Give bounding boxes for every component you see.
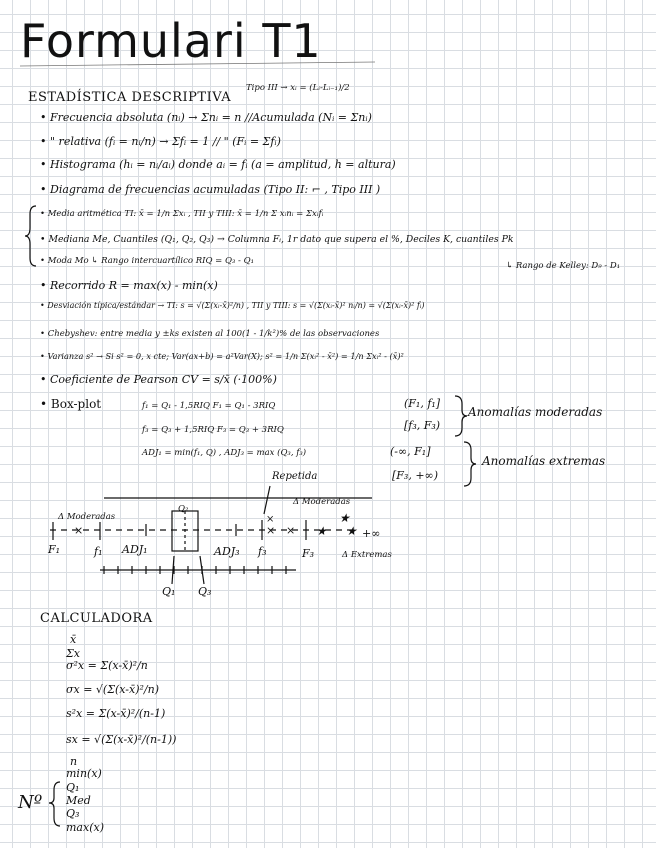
- outlier-marker: ×: [266, 524, 276, 537]
- list-item: s²x = Σ(x-x̄)²/(n-1): [66, 707, 166, 720]
- list-item: min(x): [66, 767, 102, 780]
- list-item: σ²x = Σ(x-x̄)²/n: [66, 659, 148, 672]
- boxplot-f3: f₃ = Q₃ + 1,5RIQ F₃ = Q₃ + 3RIQ: [142, 425, 284, 435]
- q3-label: Q₃: [198, 585, 212, 598]
- list-item: σx = √(Σ(x-x̄)²/n): [66, 683, 160, 696]
- extreme-marker: ★: [316, 524, 327, 538]
- list-item: • Recorrido R = max(x) - min(x): [40, 279, 218, 292]
- adj3-label: ADJ₃: [214, 545, 240, 558]
- f3-label: f₃: [258, 545, 267, 558]
- list-item: n: [70, 755, 78, 768]
- list-item: • Chebyshev: entre media y ±ks existen al 100(1 - 1/k²)% de las observaciones: [40, 329, 380, 339]
- F3-label: F₃: [302, 547, 315, 560]
- list-item: Med: [66, 794, 91, 807]
- list-item: Q₃: [66, 807, 80, 820]
- list-item: max(x): [66, 821, 104, 834]
- kelley-note: ↳ Rango de Kelley: D₉ - D₁: [506, 261, 621, 271]
- q1-label: Q₁: [162, 585, 176, 598]
- outlier-marker: ×: [286, 524, 296, 537]
- boxplot-f1: f₁ = Q₁ - 1,5RIQ F₁ = Q₁ - 3RIQ: [142, 401, 276, 411]
- moderadas-top-label: Δ Moderadas: [293, 497, 351, 507]
- list-item: x̄: [70, 633, 77, 646]
- list-item: • Frecuencia absoluta (nᵢ) → Σnᵢ = n //Acumulada (Nᵢ = Σnᵢ): [40, 111, 372, 124]
- list-item: Σx: [66, 647, 80, 660]
- extreme-marker: ★: [346, 524, 357, 538]
- list-item: • Desviación típica/estándar → TI: s = √(Σ(xᵢ-x̄)²/n) , TII y TIII: s = √(Σ(xᵢ-x̄)² nᵢ/n) = √(Σ(xᵢ-x̄)² fᵢ): [40, 301, 425, 310]
- moderadas-left-label: Δ Moderadas: [58, 512, 116, 522]
- extreme-marker: ★: [339, 511, 350, 525]
- extremas-label: Δ Extremas: [342, 550, 392, 560]
- outlier-marker: ×: [74, 524, 84, 537]
- calculadora-heading: CALCULADORA: [40, 611, 153, 626]
- list-item: • Coeficiente de Pearson CV = s/x̄ (·100%): [40, 373, 277, 386]
- page-title: Formulari T1: [20, 14, 322, 68]
- extreme-interval-high: [F₃, +∞): [392, 469, 438, 482]
- q2-label: Q₂: [178, 504, 189, 514]
- moderate-anomalies-label: Anomalías moderadas: [468, 405, 603, 419]
- list-item: • " relativa (fᵢ = nᵢ/n) → Σfᵢ = 1 // " (Fᵢ = Σfᵢ): [40, 135, 281, 148]
- list-item: • Media aritmética TI: x̄ = 1/n Σxᵢ , TII y TIII: x̄ = 1/n Σ xᵢnᵢ = Σxᵢfᵢ: [40, 209, 324, 219]
- tipo3-note: Tipo III → xᵢ = (Lᵢ-Lᵢ₋₁)/2: [246, 83, 350, 93]
- list-item: • Mediana Me, Cuantiles (Q₁, Q₂, Q₃) → Columna Fᵢ, 1r dato que supera el %, Deciles K, cuantiles Pk: [40, 234, 514, 245]
- repetida-label: Repetida: [272, 471, 318, 482]
- outlier-marker: ×: [266, 514, 275, 525]
- plus-infinity-label: +∞: [362, 527, 381, 540]
- section-heading: ESTADÍSTICA DESCRIPTIVA: [28, 90, 232, 105]
- list-item: • Diagrama de frecuencias acumuladas (Tipo II: ⌐ , Tipo III ): [40, 183, 381, 196]
- list-item: Q₁: [66, 781, 80, 794]
- number-label: Nº: [18, 792, 43, 813]
- moderate-interval-high: [f₃, F₃): [404, 419, 441, 432]
- boxplot-label: • Box-plot: [40, 397, 102, 411]
- adj1-label: ADJ₁: [122, 543, 148, 556]
- f1-label: f₁: [94, 545, 103, 558]
- extreme-interval-low: (-∞, F₁]: [390, 445, 431, 458]
- list-item: • Varianza s² → Si s² = 0, x cte; Var(ax+b) = a²Var(X); s² = 1/n Σ(xᵢ² - x̄²) = 1/n Σxᵢ² - (x̄)²: [40, 351, 404, 361]
- list-item: • Histograma (hᵢ = nᵢ/aᵢ) donde aᵢ = fᵢ (a = amplitud, h = altura): [40, 158, 396, 171]
- extreme-anomalies-label: Anomalías extremas: [482, 454, 606, 468]
- list-item: sx = √(Σ(x-x̄)²/(n-1)): [66, 733, 177, 746]
- boxplot-adj: ADJ₁ = min(f₁, Q) , ADJ₃ = max (Q₃, f₃): [142, 448, 307, 458]
- moderate-interval-low: (F₁, f₁]: [404, 397, 441, 410]
- F1-label: F₁: [48, 543, 61, 556]
- list-item: • Moda Mo ↳ Rango intercuartílico RIQ = Q₃ - Q₁: [40, 256, 254, 266]
